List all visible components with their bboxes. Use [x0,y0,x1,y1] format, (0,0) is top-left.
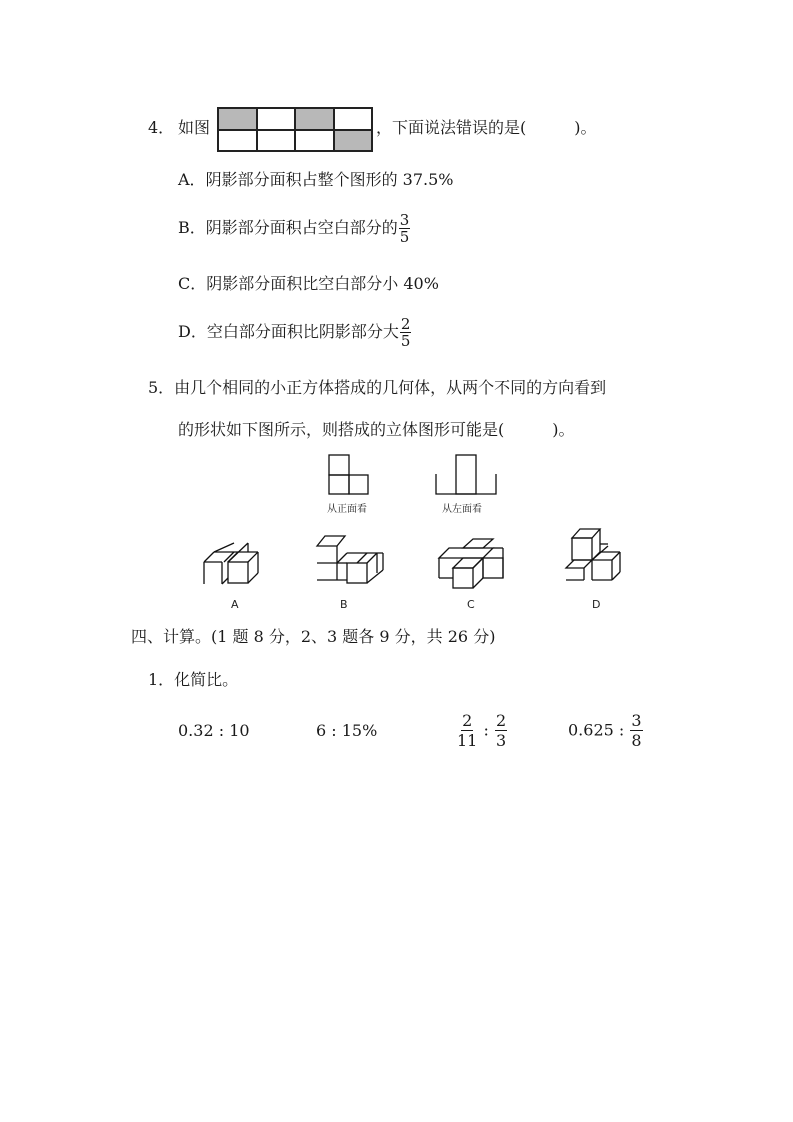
choice-c-label: C [467,598,475,611]
grid-cell [295,130,334,152]
q4-option-d[interactable] [178,316,411,349]
q5-line2: 的形状如下图所示，则搭成的立体图形可能是( )。 [178,420,575,439]
grid-cell-shaded [218,108,257,130]
grid-cell [334,108,373,130]
choice-b-solid-figure[interactable] [315,528,390,588]
choice-b-label: B [340,598,348,611]
fraction: $\frac{2}{11}$ [457,711,478,750]
ratio-item-4: 0.625 : $\frac{3}{8}$ [568,711,642,750]
grid-cell-shaded [334,130,373,152]
front-view-caption: 从正面看 [327,504,367,515]
option-label: A． [178,170,206,189]
fraction: $\frac{3}{5}$ [399,211,410,246]
ratio-item-1: 0.32 : 10 [178,721,250,740]
q4-option-c[interactable] [178,274,439,294]
section-4-title: 四、计算。(1 题 8 分，2、3 题各 9 分，共 26 分) [131,627,496,646]
front-view-figure [328,454,370,496]
ratio-item-2: 6 : 15% [316,721,378,740]
q4-shaded-grid-figure [217,107,373,152]
choice-c-solid-figure[interactable] [435,538,510,588]
grid-cell [218,130,257,152]
choice-a-label: A [231,598,239,611]
section-4-q1-title: 1．化简比。 [148,670,239,689]
option-text: 阴影部分面积占整个图形的 37.5% [205,170,454,189]
left-view-caption: 从左面看 [442,504,482,515]
fraction: $\frac{2}{5}$ [400,315,411,350]
grid-cell [257,108,296,130]
choice-a-solid-figure[interactable] [200,540,270,590]
grid-cell [257,130,296,152]
option-label: C． [178,274,207,293]
fraction: $\frac{2}{3}$ [495,711,507,750]
option-label: B． [178,218,206,237]
option-text: 空白部分面积比阴影部分大 [206,322,399,341]
q4-question-text: ，下面说法错误的是( )。 [376,118,597,137]
q4-option-b[interactable] [178,212,410,245]
left-view-figure [435,454,497,496]
option-text: 阴影部分面积比空白部分小 40% [206,274,439,293]
ratio-item-3: $\frac{2}{11}$ : $\frac{2}{3}$ [457,711,507,750]
q4-option-a[interactable] [178,170,453,190]
q5-line1: 5．由几个相同的小正方体搭成的几何体，从两个不同的方向看到 [148,378,607,397]
q4-prefix: 如图 [178,118,211,137]
grid-cell-shaded [295,108,334,130]
choice-d-solid-figure[interactable] [562,526,627,586]
option-label: D． [178,322,207,341]
q4-number: 4． [148,118,175,137]
option-text: 阴影部分面积占空白部分的 [205,218,398,237]
fraction: $\frac{3}{8}$ [631,711,642,750]
choice-d-label: D [592,598,601,611]
